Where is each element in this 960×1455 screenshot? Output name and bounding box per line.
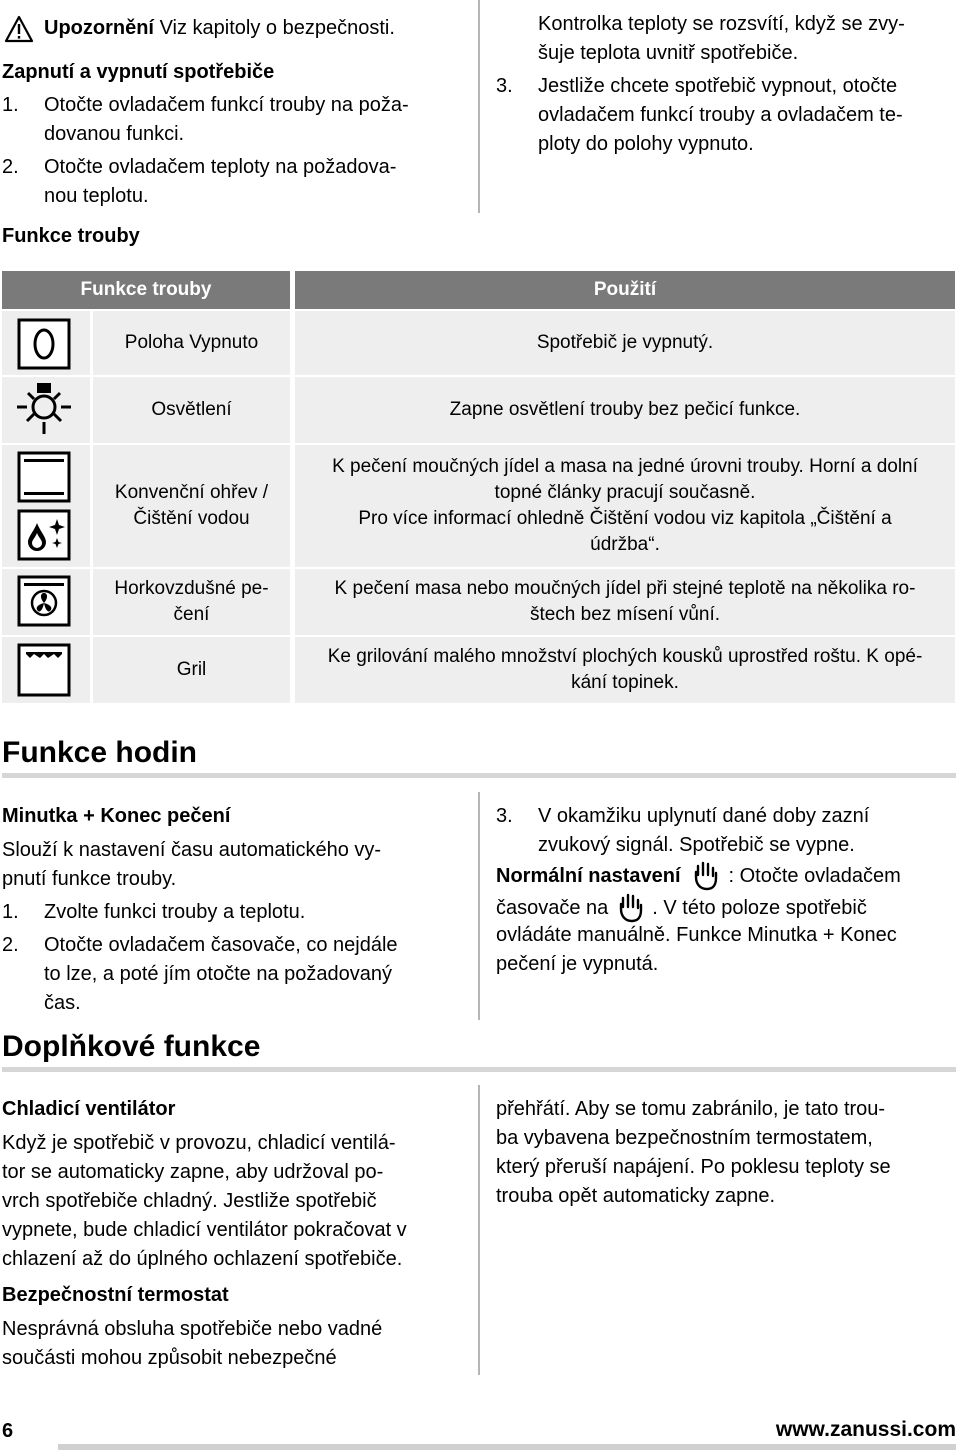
clock-subheading: Minutka + Konec pečení	[2, 805, 231, 827]
clock-steps	[2, 898, 462, 1018]
list-item: 1. Zvolte funkci trouby a teplotu.	[2, 901, 306, 923]
table-row-function: Konvenční ohřev / Čištění vodou	[93, 445, 290, 567]
fan-heat-icon	[17, 575, 71, 627]
list-item: 3. Jestliže chcete spotřebič vypnout, otočte ovladačem funkcí trouby a ovladačem te- ploty do polohy vypnuto.	[496, 75, 903, 155]
hand-icon	[693, 861, 721, 891]
table-header-use: Použití	[295, 271, 955, 309]
extra-heading-rule	[2, 1067, 956, 1072]
hand-icon	[618, 893, 646, 923]
footer-url[interactable]: www.zanussi.com	[775, 1418, 956, 1441]
warning-icon	[4, 15, 34, 43]
normal-setting-line	[496, 861, 901, 891]
grill-icon	[17, 643, 71, 697]
table-row-function: Poloha Vypnuto	[93, 311, 290, 375]
table-row-use: Spotřebič je vypnutý.	[295, 311, 955, 375]
on-off-steps	[2, 91, 462, 211]
on-off-right-steps	[496, 72, 956, 159]
normal-setting-text-c: . V této poloze spotřebič	[652, 896, 867, 919]
column-divider	[478, 792, 480, 1020]
table-row-function: Osvětlení	[93, 377, 290, 443]
list-item: 1. Otočte ovladačem funkcí trouby na poža- dovanou funkci.	[2, 94, 409, 145]
column-divider	[478, 0, 480, 213]
warning-text: Viz kapitoly o bezpečnosti.	[159, 17, 395, 39]
clock-intro: Slouží k nastavení času automatického vy- pnutí funkce trouby.	[2, 839, 382, 890]
oven-functions-heading: Funkce trouby	[2, 225, 140, 247]
normal-setting-line-2	[496, 893, 867, 923]
table-header-function: Funkce trouby	[2, 271, 290, 309]
column-divider	[478, 1085, 480, 1375]
table-row-use: Zapne osvětlení trouby bez pečicí funkce.	[295, 377, 955, 443]
extra-right-text: přehřátí. Aby se tomu zabránilo, je tato trou- ba vybavena bezpečnostním termostatem, který přeruší napájení. Po poklesu teploty se trouba opět automaticky zapne.	[496, 1098, 891, 1207]
list-item: 3. V okamžiku uplynutí dané doby zazní zvukový signál. Spotřebič se vypne.	[496, 805, 870, 856]
normal-setting-label: Normální nastavení	[496, 864, 681, 887]
conventional-heat-icon	[17, 451, 71, 503]
list-item: 2. Otočte ovladačem teploty na požadova- nou teplotu.	[2, 156, 397, 207]
clock-right-steps	[496, 802, 956, 860]
warning-label: Upozornění	[44, 17, 154, 39]
table-row-use: Ke grilování malého množství plochých kousků uprostřed roštu. K opé- kání topinek.	[295, 637, 955, 703]
thermo-text: Nesprávná obsluha spotřebiče nebo vadné součásti mohou způsobit nebezpečné	[2, 1318, 383, 1369]
clock-heading-rule	[2, 773, 956, 778]
clock-heading: Funkce hodin	[2, 736, 197, 769]
table-row-use: K pečení moučných jídel a masa na jedné úrovni trouby. Horní a dolní topné články pracují současně. Pro více informací ohledně Čištění vodou viz kapitola „Čištění a údržba“.	[295, 445, 955, 567]
on-off-heading: Zapnutí a vypnutí spotřebiče	[2, 61, 275, 83]
fan-text: Když je spotřebič v provozu, chladicí ventilá- tor se automaticky zapne, aby udržoval po- vrch spotřebiče chladný. Jestliže spotřebič vypnete, bude chladicí ventilátor pokračovat v chlazení až do úplného ochlazení spotřebiče.	[2, 1132, 407, 1270]
thermo-heading: Bezpečnostní termostat	[2, 1284, 229, 1306]
fan-heading: Chladicí ventilátor	[2, 1098, 176, 1120]
normal-setting-text-d: ovládáte manuálně. Funkce Minutka + Konec pečení je vypnutá.	[496, 924, 897, 975]
extra-heading: Doplňkové funkce	[2, 1030, 261, 1063]
normal-setting-text-a: : Otočte ovladačem	[728, 864, 901, 887]
footer-rule	[58, 1444, 956, 1450]
on-off-right-intro: Kontrolka teploty se rozsvítí, když se zvy- šuje teplota uvnitř spotřebiče.	[538, 13, 905, 64]
off-position-icon	[17, 318, 71, 370]
normal-setting-text-b: časovače na	[496, 896, 609, 919]
warning-line	[4, 14, 395, 43]
light-bulb-icon	[15, 381, 73, 437]
page-number: 6	[2, 1420, 14, 1442]
list-item: 2. Otočte ovladačem časovače, co nejdále to lze, a poté jím otočte na požadovaný čas.	[2, 934, 398, 1014]
table-row-use: K pečení masa nebo moučných jídel při stejné teplotě na několika ro- štech bez mísení vůní.	[295, 569, 955, 635]
table-row-function: Horkovzdušné pe- čení	[93, 569, 290, 635]
water-cleaning-icon	[17, 509, 71, 561]
table-row-function: Gril	[93, 637, 290, 703]
